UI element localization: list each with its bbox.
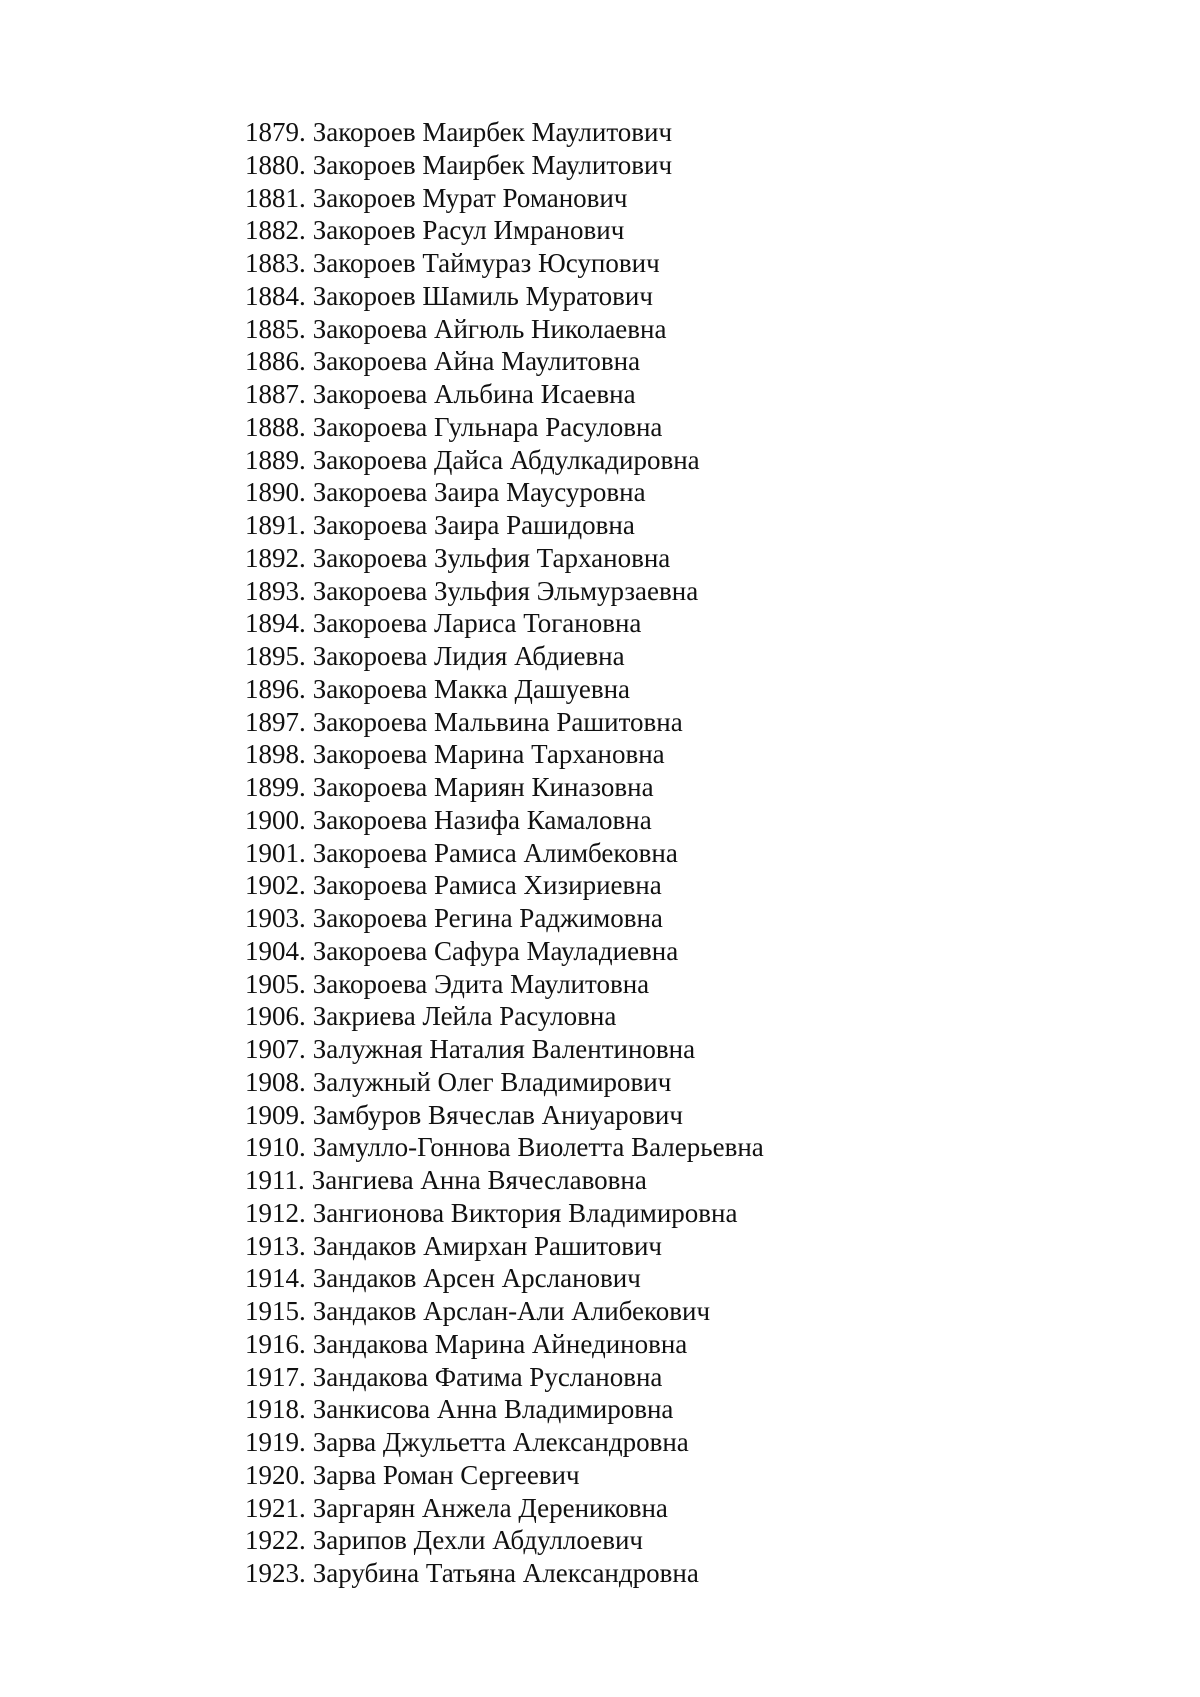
entry-name: Закороев Маирбек Маулитович bbox=[312, 149, 673, 180]
list-item bbox=[245, 182, 764, 215]
entry-name: Закороева Лариса Тогановна bbox=[312, 608, 642, 639]
entry-number: 1893. bbox=[245, 575, 306, 606]
list-item bbox=[245, 345, 764, 378]
entry-name: Закороева Гульнара Расуловна bbox=[312, 411, 663, 442]
entry-number: 1918. bbox=[245, 1394, 306, 1425]
entry-name: Зарубина Татьяна Александровна bbox=[312, 1558, 699, 1588]
entry-number: 1900. bbox=[245, 804, 306, 835]
list-item bbox=[245, 378, 764, 411]
entry-number: 1879. bbox=[245, 117, 306, 147]
entry-number: 1908. bbox=[245, 1066, 306, 1097]
list-item bbox=[245, 214, 764, 247]
list-item bbox=[245, 1557, 764, 1590]
entry-number: 1882. bbox=[245, 215, 306, 246]
entry-name: Зандаков Амирхан Рашитович bbox=[312, 1230, 662, 1261]
entry-name: Закороева Рамиса Хизириевна bbox=[312, 870, 662, 901]
list-item bbox=[245, 771, 764, 804]
list-item bbox=[245, 444, 764, 477]
entry-number: 1903. bbox=[245, 903, 306, 933]
entry-number: 1916. bbox=[245, 1328, 306, 1359]
list-item bbox=[245, 673, 764, 706]
entry-name: Зарва Джульетта Александровна bbox=[312, 1427, 689, 1457]
list-item bbox=[245, 1328, 764, 1361]
name-list bbox=[245, 116, 764, 1590]
list-item bbox=[245, 542, 764, 575]
list-item bbox=[245, 1361, 764, 1394]
entry-name: Зандакова Фатима Руслановна bbox=[312, 1361, 663, 1392]
entry-number: 1907. bbox=[245, 1034, 306, 1064]
list-item bbox=[245, 1164, 764, 1197]
entry-name: Закороев Таймураз Юсупович bbox=[312, 248, 660, 278]
list-item bbox=[245, 1393, 764, 1426]
list-item bbox=[245, 1033, 764, 1066]
entry-number: 1899. bbox=[245, 772, 306, 802]
entry-number: 1885. bbox=[245, 313, 306, 344]
list-item bbox=[245, 1295, 764, 1328]
entry-name: Занкисова Анна Владимировна bbox=[312, 1394, 674, 1425]
entry-name: Закороева Зульфия Тархановна bbox=[312, 542, 671, 573]
entry-number: 1898. bbox=[245, 739, 306, 770]
list-item bbox=[245, 935, 764, 968]
list-item bbox=[245, 706, 764, 739]
entry-number: 1917. bbox=[245, 1361, 306, 1392]
list-item bbox=[245, 1230, 764, 1263]
entry-number: 1897. bbox=[245, 706, 306, 737]
entry-name: Закороева Айгюль Николаевна bbox=[312, 313, 667, 344]
list-item bbox=[245, 116, 764, 149]
entry-name: Закороева Дайса Абдулкадировна bbox=[312, 444, 700, 475]
entry-name: Закороев Расул Имранович bbox=[312, 215, 625, 246]
entry-number: 1890. bbox=[245, 477, 306, 508]
list-item bbox=[245, 1262, 764, 1295]
entry-number: 1913. bbox=[245, 1230, 306, 1261]
list-item bbox=[245, 411, 764, 444]
entry-name: Закороева Рамиса Алимбековна bbox=[312, 837, 678, 868]
entry-name: Закороева Назифа Камаловна bbox=[312, 804, 652, 835]
entry-number: 1915. bbox=[245, 1296, 306, 1326]
list-item bbox=[245, 607, 764, 640]
entry-name: Залужный Олег Владимирович bbox=[312, 1066, 672, 1097]
entry-name: Зандаков Арслан-Али Алибекович bbox=[312, 1296, 711, 1326]
entry-name: Закороев Мурат Романович bbox=[312, 182, 628, 213]
entry-name: Закороев Шамиль Муратович bbox=[312, 280, 653, 311]
list-item bbox=[245, 476, 764, 509]
entry-name: Зарипов Дехли Абдуллоевич bbox=[312, 1525, 643, 1556]
entry-name: Замбуров Вячеслав Аниуарович bbox=[312, 1099, 683, 1130]
entry-name: Закороева Марина Тархановна bbox=[312, 739, 665, 770]
entry-number: 1894. bbox=[245, 608, 306, 639]
entry-number: 1888. bbox=[245, 411, 306, 442]
entry-name: Закороева Регина Раджимовна bbox=[312, 903, 663, 933]
list-item bbox=[245, 902, 764, 935]
entry-number: 1896. bbox=[245, 673, 306, 704]
list-item bbox=[245, 738, 764, 771]
entry-number: 1901. bbox=[245, 837, 306, 868]
list-item bbox=[245, 509, 764, 542]
entry-name: Закриева Лейла Расуловна bbox=[312, 1001, 617, 1032]
entry-name: Зарва Роман Сергеевич bbox=[312, 1459, 580, 1490]
entry-number: 1891. bbox=[245, 510, 306, 540]
entry-name: Закороева Айна Маулитовна bbox=[312, 346, 641, 377]
entry-number: 1911. bbox=[245, 1165, 305, 1195]
list-item bbox=[245, 313, 764, 346]
list-item bbox=[245, 1426, 764, 1459]
list-item bbox=[245, 1492, 764, 1525]
entry-name: Заргарян Анжела Дерениковна bbox=[312, 1492, 668, 1523]
entry-name: Закороева Мариян Киназовна bbox=[312, 772, 654, 802]
entry-number: 1912. bbox=[245, 1197, 306, 1228]
entry-number: 1880. bbox=[245, 149, 306, 180]
entry-number: 1923. bbox=[245, 1558, 306, 1588]
list-item bbox=[245, 575, 764, 608]
entry-number: 1883. bbox=[245, 248, 306, 278]
entry-number: 1921. bbox=[245, 1492, 306, 1523]
list-item bbox=[245, 640, 764, 673]
entry-number: 1919. bbox=[245, 1427, 306, 1457]
entry-number: 1902. bbox=[245, 870, 306, 901]
entry-number: 1884. bbox=[245, 280, 306, 311]
entry-number: 1892. bbox=[245, 542, 306, 573]
list-item bbox=[245, 247, 764, 280]
list-item bbox=[245, 804, 764, 837]
entry-number: 1920. bbox=[245, 1459, 306, 1490]
entry-name: Закороева Альбина Исаевна bbox=[312, 379, 636, 409]
entry-name: Закороева Макка Дашуевна bbox=[312, 673, 630, 704]
list-item bbox=[245, 869, 764, 902]
list-item bbox=[245, 968, 764, 1001]
entry-name: Залужная Наталия Валентиновна bbox=[312, 1034, 696, 1064]
entry-name: Закороева Мальвина Рашитовна bbox=[312, 706, 683, 737]
entry-name: Закороева Сафура Мауладиевна bbox=[312, 935, 679, 966]
entry-name: Закороева Эдита Маулитовна bbox=[312, 968, 650, 999]
entry-number: 1922. bbox=[245, 1525, 306, 1556]
list-item bbox=[245, 1524, 764, 1557]
list-item bbox=[245, 837, 764, 870]
entry-name: Зангиева Анна Вячеславовна bbox=[311, 1165, 647, 1195]
entry-name: Зандаков Арсен Арсланович bbox=[312, 1263, 641, 1294]
entry-number: 1905. bbox=[245, 968, 306, 999]
list-item bbox=[245, 1197, 764, 1230]
entry-name: Закороева Зульфия Эльмурзаевна bbox=[312, 575, 699, 606]
entry-number: 1910. bbox=[245, 1132, 306, 1163]
entry-number: 1881. bbox=[245, 182, 306, 213]
entry-number: 1889. bbox=[245, 444, 306, 475]
list-item bbox=[245, 1099, 764, 1132]
entry-name: Закороева Заира Рашидовна bbox=[312, 510, 635, 540]
entry-number: 1887. bbox=[245, 379, 306, 409]
list-item bbox=[245, 149, 764, 182]
entry-number: 1904. bbox=[245, 935, 306, 966]
entry-name: Закороева Заира Маусуровна bbox=[312, 477, 646, 508]
list-item bbox=[245, 1066, 764, 1099]
entry-name: Зангионова Виктория Владимировна bbox=[312, 1197, 738, 1228]
entry-number: 1906. bbox=[245, 1001, 306, 1032]
entry-name: Закороева Лидия Абдиевна bbox=[312, 641, 625, 671]
list-item bbox=[245, 1459, 764, 1492]
entry-name: Замулло-Гоннова Виолетта Валерьевна bbox=[312, 1132, 764, 1163]
list-item bbox=[245, 1000, 764, 1033]
entry-number: 1895. bbox=[245, 641, 306, 671]
entry-number: 1914. bbox=[245, 1263, 306, 1294]
entry-number: 1909. bbox=[245, 1099, 306, 1130]
entry-number: 1886. bbox=[245, 346, 306, 377]
entry-name: Закороев Маирбек Маулитович bbox=[312, 117, 673, 147]
entry-name: Зандакова Марина Айнединовна bbox=[312, 1328, 688, 1359]
list-item bbox=[245, 280, 764, 313]
list-item bbox=[245, 1131, 764, 1164]
